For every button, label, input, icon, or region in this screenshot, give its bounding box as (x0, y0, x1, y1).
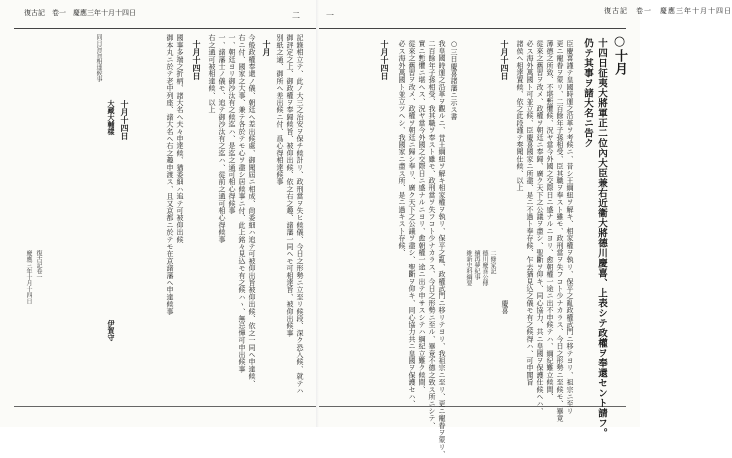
body-column: 薄德之所致、不堪慙懼候、況ヤ當今外國之交際日ニ盛ナルニヨリ、愈朝權一途ニ出不申候テハ、綱紀難立候間、 (546, 40, 554, 400)
continuation-column: 二百餘年子孫相受、我其職ヲ奉スト雖モ、政刑當ヲ失フコト少ナカラス、今日之形勢ニ至ル、畢竟不德之致ス所ニシテ、 (428, 40, 436, 429)
month-title: ○十月 (612, 34, 627, 75)
body-column: 記錄相立テ、此ノ大三之治安ヲ保チ候計リ、政刑當ヲ失ヒ候儀、今日之形勢ニ立至リ候段、深ク恐入候、就テハ (296, 34, 304, 394)
footer-text: 慶應三年十月十四日 (25, 250, 32, 304)
gutter-shadow (316, 0, 319, 427)
addressee: 大藏大輔樣 (107, 100, 116, 135)
body-column: 右之通可被相達候、以上 (208, 34, 216, 114)
body-column: 御本丸ニ於テ老中列座、諸大名ヘ右之趣申渡ス、且又京都ニ於テモ在京諸藩ヘ申達候事 (166, 34, 174, 315)
source-note: 二條家記 (489, 250, 496, 274)
body-column: 今般政權奉還ノ儀、朝廷ヘ差出候處、御聞屆ニ相成、尙委細ハ追テ可被仰出旨被仰出候、依之一同ヘ申達候、 (248, 34, 256, 387)
continuation-column: 我皇國時運之沿革ヲ觀ルニ、昔王綱紐ヲ解キ相家權ヲ執リ、保平之亂、政權武門ニ移リテヨリ、我祖宗ニ至リ、更ニ寵眷ヲ蒙リ、 (438, 40, 446, 458)
body-column: 更ニ寵眷ヲ蒙リ、二百餘年子孫相受、臣其職ヲ奉スト雖モ、政刑當ヲ失フコト少ナカラス、今日之形勢ニ至候モ、畢竟 (556, 40, 564, 422)
heading-line-1: 十四日征夷大將軍正二位內大臣兼右近衞大將德川慶喜、上表シテ政權ヲ奉還セント請フ。 (596, 38, 607, 438)
left-page-header: 復古記 卷一 慶應三年十月十四日 (24, 9, 136, 17)
body-column: 右ニ付、國家之大事、兼テ各於テモ心ヲ盡シ居候事ニ付、此上銘々見込モ有之候ハヽ、無忌憚可申出候事 (238, 34, 246, 373)
source-note: 德川慶喜公傳 (481, 250, 488, 286)
date-line: 十月 (262, 40, 272, 56)
sender: 伊賀守 (107, 320, 116, 341)
source-note: 維新史料綱要 (465, 250, 472, 286)
source-note: 續再夢紀事 (473, 250, 480, 280)
right-page-header: 復古記 卷一 慶應三年十月十四日 (604, 7, 732, 15)
body-column: 一、朝廷ヨリ御沙汰有之候迄ハ、是迄之通可相心得候事 (228, 34, 236, 214)
header-rule (14, 28, 626, 29)
body-column: 別紙之通、御所ヘ差出候ニ付、爲心得相達候事 (276, 34, 284, 186)
body-column: 御評定之上、御政權ヲ奉歸候旨、被仰出候、依之右之趣、諸藩一同ヘモ可相達旨、被仰出候事 (286, 34, 294, 337)
continuation-column: 必ス海外萬國ト並立ツヘシ、我國家ニ盡ス所、是ニ過キスト存候、 (398, 40, 406, 256)
heading-line-2: 仍テ其事ヲ諸大名ニ告ク (582, 38, 593, 148)
continuation-column: 實ニ慙懼ニ堪ヘス、況ヤ當今外國之交際日ニ盛ナルニヨリ、愈朝權一途ニ出テ申サスシテハ綱紀立難ク候間、 (418, 40, 426, 393)
body-column: 國事多端之折柄、諸大名ヘ夫々申達候、猶委細ハ追テ可被仰出候 (176, 34, 184, 243)
body-column: 臣慶喜謹テ皇國時運之沿革ヲ考候ニ、昔シ王綱紐ヲ解キ、相家權ヲ執リ、保平之亂政權武門ニ移テヨリ、祖宗ニ至リ (566, 40, 574, 415)
continuation-date: 十月十四日 (380, 40, 390, 80)
date-line: 十月十四日 (120, 100, 130, 140)
right-page-folio: 一 (326, 11, 334, 20)
margin-note: 同日旨旨相達候事 (95, 34, 102, 82)
body-column: 從來之舊習ヲ改メ、政權ヲ朝廷ニ奉歸、廣ク天下之公議ヲ盡シ、聖斷ヲ仰キ、同心協力、共ニ皇國ヲ保護仕候ヘハ、 (536, 40, 544, 415)
body-column: 諸侯ヘ相達置候、依之此段謹テ奏聞仕候、以上 (516, 40, 524, 192)
date-line: 十月十四日 (500, 40, 510, 80)
continuation-column: 從來之舊習ヲ改メ、政權ヲ朝廷ニ歸シ奉リ、廣ク天下之公議ヲ盡シ、聖斷ヲ仰キ、同心協力共ニ皇國ヲ保護セハ、 (408, 40, 416, 408)
body-column: 一、諸藩士ノ儀モ、追テ御沙汰有之迄ハ、從前之通可相心得候事 (218, 34, 226, 243)
left-page-folio: 二 (292, 11, 300, 20)
signature: 慶喜 (501, 300, 509, 314)
continuation-heading: ○三日慶喜諸藩ニ示ス書 (450, 40, 458, 121)
footer-text: 復古記卷一 (35, 250, 42, 280)
date-line: 十月十四日 (192, 40, 202, 80)
body-column: 必ス海外萬國ト可並立候、臣慶喜國家ニ所盡、是ニ不過ト奉存候、乍去猶見込之儀モ有之候得ハ、可申聞旨 (526, 40, 534, 386)
footer-rule (14, 406, 626, 407)
